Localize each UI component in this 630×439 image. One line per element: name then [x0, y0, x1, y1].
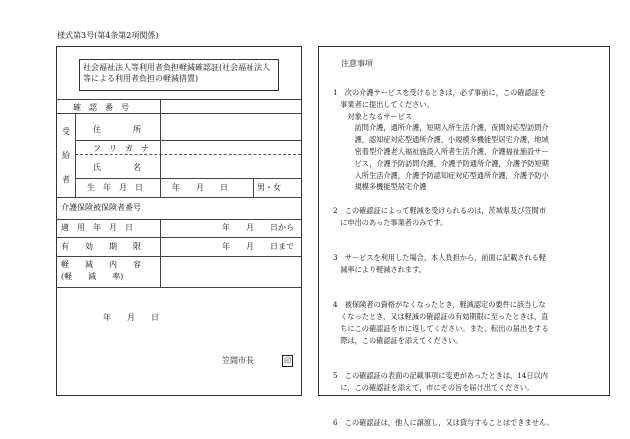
- note-line: 入所生活介護，介護予防認知症対応型通所介護，介護予防小: [333, 170, 549, 180]
- form-title-line2: 等による利用者負担の軽減措置): [83, 74, 199, 83]
- notes-panel: [318, 46, 610, 428]
- note-line: 2 この確認証によって軽減を受けられるのは，茨城県及び笠間市: [333, 206, 547, 215]
- applicable-date-value: 年 月 日から: [222, 223, 294, 232]
- recipient-label-2: 給: [62, 151, 70, 160]
- note-line: 対象となるサービス: [333, 111, 413, 121]
- insured-number-label: 介護保険被保険者番号: [61, 203, 141, 212]
- birth-date-value: 年 月 日: [172, 183, 228, 192]
- address-label: 住 所: [93, 125, 141, 134]
- birth-date-label: 生 年 月 日: [87, 183, 143, 192]
- note-line: 3 サービスを利用した場合，本人負担から，前面に記載される軽: [333, 253, 547, 263]
- note-line: 規模多機能型居宅介護: [333, 182, 427, 192]
- recipient-label-3: 者: [62, 175, 70, 184]
- form-number: 様式第3号(第4条第2項関係): [57, 31, 159, 40]
- name-label: 氏 名: [93, 163, 141, 172]
- note-line: くなったとき，又は軽減の確認証の有効期限に至ったときは，直: [333, 312, 549, 322]
- note-line: 6 この確認証は，他人に譲渡し，又は貸与することはできません。: [333, 418, 554, 428]
- note-line: に，この確認証を添えて，市にその旨を届け出てください。: [333, 383, 535, 392]
- reduction-rate-label: (軽 減 率): [61, 272, 124, 281]
- note-line: に申出のあった事業者のみです。: [333, 217, 448, 227]
- issuer-name: 笠間市長: [222, 356, 254, 365]
- note-line: 密着型介護老人福祉施設入所者生活介護，介護福祉施設サー: [333, 147, 549, 156]
- form-title: [79, 59, 279, 91]
- seal-icon: 印: [284, 357, 291, 365]
- note-line: 5 この確認証の表面の記載事項に変更があったときは，14日以内: [333, 371, 548, 381]
- confirmation-form: [56, 46, 302, 396]
- note-line: 減率により軽減されます。: [333, 265, 426, 274]
- note-line: 際は，この確認証を添えてください。: [333, 335, 463, 345]
- note-line: 護，認知症対応型通所介護，小規模多機能型居宅介護，地域: [333, 135, 549, 145]
- note-line: 4 被保険者の資格がなくなったとき，軽減認定の要件に該当しな: [333, 300, 546, 310]
- note-line: 1 次の介護サービスを受けるときは，必ず事前に，この確認証を: [333, 88, 547, 97]
- note-line: 訪問介護，通所介護，短期入所生活介護，夜間対応型訪問介: [333, 123, 549, 133]
- reduction-label: 軽 減 内 容: [61, 260, 141, 269]
- issue-date: 年 月 日: [103, 313, 159, 322]
- expiry-label: 有 効 期 限: [61, 242, 141, 251]
- form-title-line1: 社会福祉法人等利用者負担軽減確認証(社会福祉法人: [83, 63, 271, 72]
- note-line: 事業者に提出してください。: [333, 99, 434, 109]
- furigana-label: フ リ ガ ナ: [93, 144, 149, 153]
- note-line: ビス，介護予防訪問介護，介護予防通所介護，介護予防短期: [333, 158, 549, 168]
- confirmation-number-label: 確 認 番 号: [73, 103, 129, 112]
- expiry-value: 年 月 日まで: [222, 242, 294, 251]
- recipient-label-1: 受: [62, 127, 70, 136]
- note-line: ちにこの確認証を市に返してください。また，転出の届出をする: [333, 324, 549, 333]
- gender-value: 男・女: [257, 183, 281, 192]
- applicable-date-label: 適 用 年 月 日: [61, 223, 133, 232]
- notes-title: 注意事項: [341, 59, 373, 68]
